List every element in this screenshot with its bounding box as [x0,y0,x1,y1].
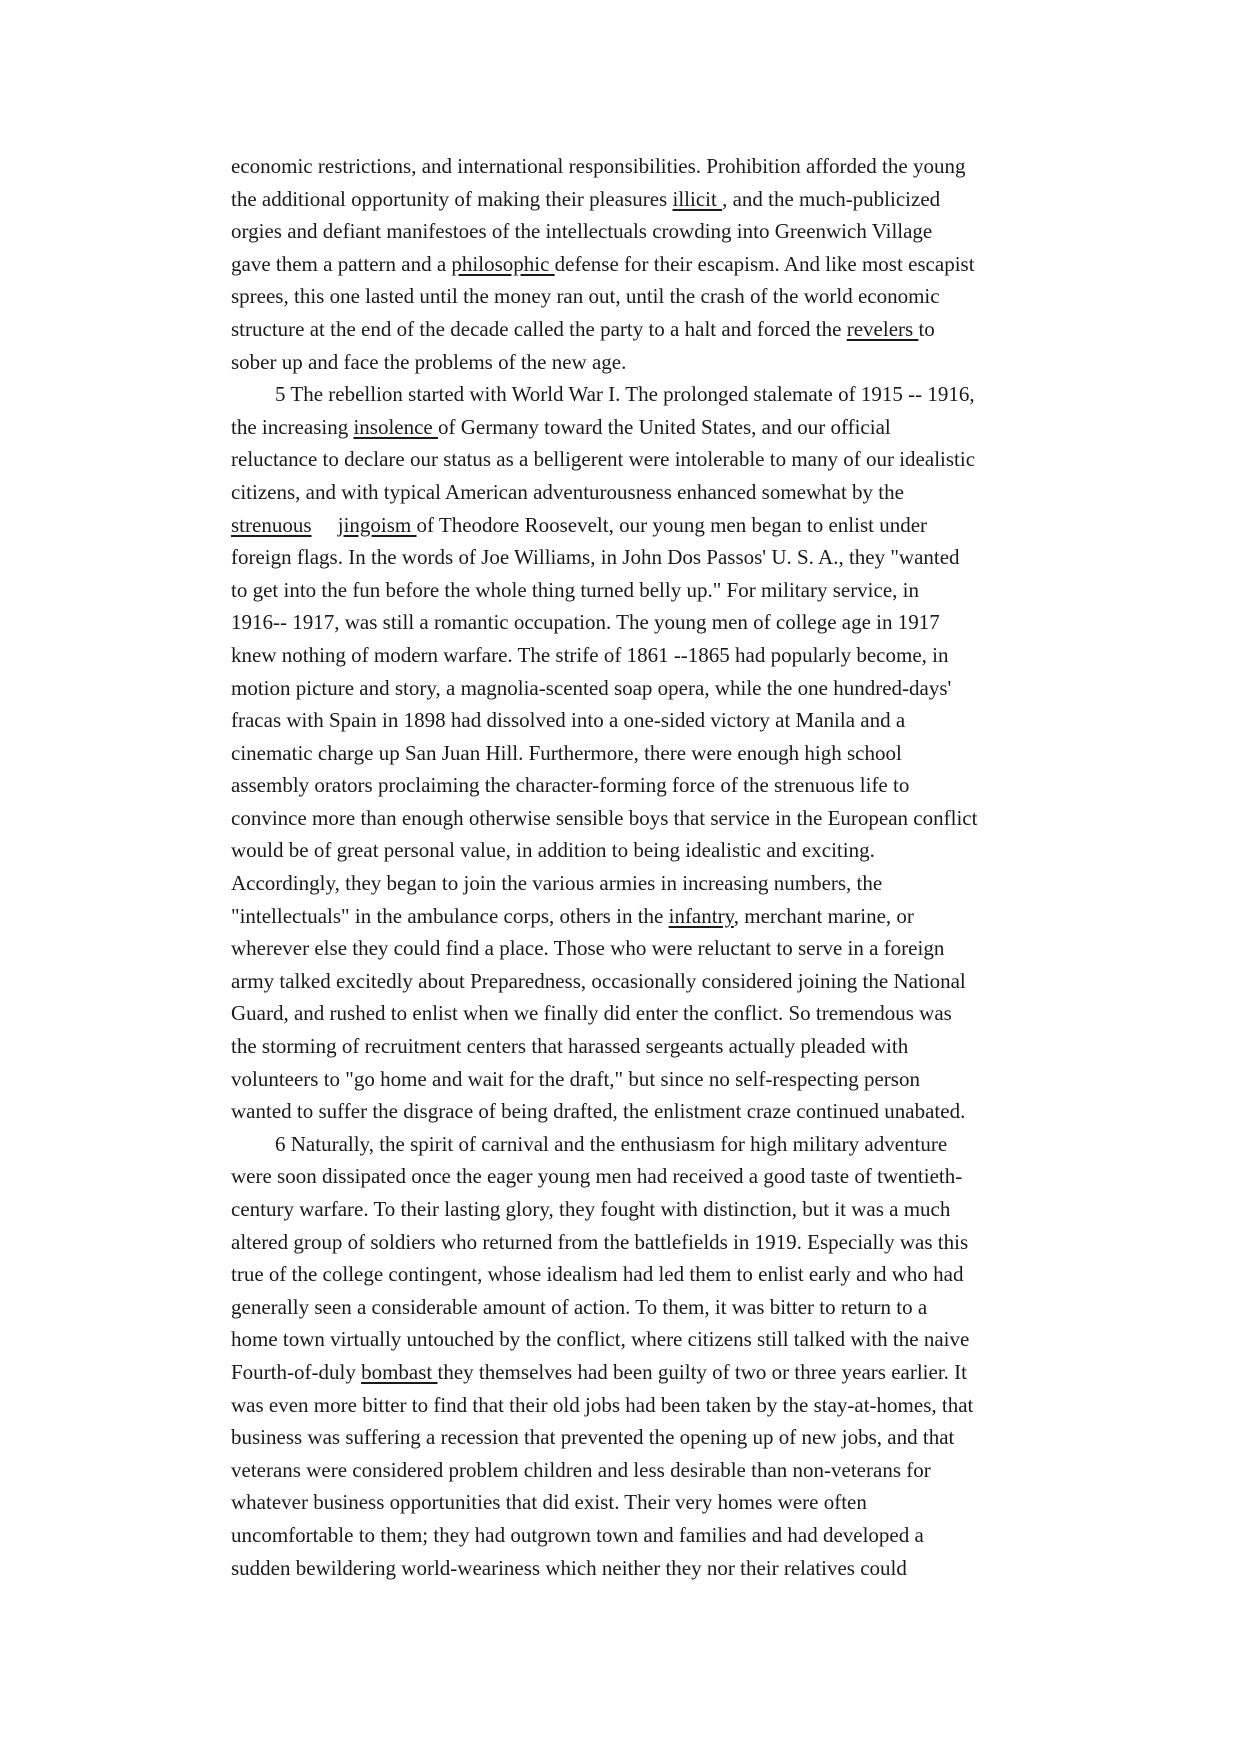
underlined-term: insolence [353,414,439,439]
text-segment: was even more bitter to find that their old jobs had been taken by the stay-at-homes, that [231,1392,974,1417]
text-segment: Guard, and rushed to enlist when we finally did enter the conflict. So tremendous was [231,1001,952,1026]
paragraph [231,150,1021,378]
text-line [231,965,1021,998]
text-segment: were soon dissipated once the eager young men had received a good taste of twentieth- [231,1164,963,1189]
text-line [231,574,1021,607]
text-line [231,443,1021,476]
text-segment: century warfare. To their lasting glory, they fought with distinction, but it was a much [231,1197,951,1221]
text-segment: knew nothing of modern warfare. The strife of 1861 --1865 had popularly become, in [231,642,949,667]
text-line [231,997,1021,1030]
text-segment: motion picture and story, a magnolia-scented soap opera, while the one hundred-days' [231,675,952,700]
text-line [231,476,1021,509]
text-segment: business was suffering a recession that prevented the opening up of new jobs, and that [231,1425,955,1450]
text-line [231,313,1021,346]
text-line [231,639,1021,672]
text-segment: The rebellion started with World War I. The prolonged stalemate of 1915 -- 1916, [285,382,975,407]
text-line [231,1095,1021,1128]
paragraph [231,378,1021,1128]
text-segment: , merchant marine, or [733,903,914,928]
text-segment: of Theodore Roosevelt, our young men began to enlist under [416,512,928,537]
text-line [231,183,1021,216]
text-line [231,509,1021,542]
text-line [231,1421,1021,1454]
text-line [231,672,1021,705]
text-segment: home town virtually untouched by the conflict, where citizens still talked with the naive [231,1327,970,1352]
text-segment: defense for their escapism. And like most escapist [554,251,975,276]
text-segment: "intellectuals" in the ambulance corps, others in the [231,903,669,928]
text-segment: to [918,316,935,341]
text-line [231,1356,1021,1389]
text-line [231,541,1021,574]
text-line [231,704,1021,737]
text-segment: sober up and face the problems of the new age. [231,349,627,374]
underlined-term: bombast [361,1359,438,1384]
text-line [231,1486,1021,1519]
text-line [231,932,1021,965]
text-segment: would be of great personal value, in addition to being idealistic and exciting. [231,838,875,863]
underlined-term: revelers [846,316,919,341]
text-segment: Naturally, the spirit of carnival and the enthusiasm for high military adventure [285,1131,948,1156]
text-segment: true of the college contingent, whose idealism had led them to enlist early and who had [231,1262,964,1287]
text-segment: cinematic charge up San Juan Hill. Furthermore, there were enough high school [231,740,902,765]
text-line [231,1063,1021,1096]
text-line [231,900,1021,933]
text-line [231,867,1021,900]
text-segment: of Germany toward the United States, and our official [438,414,891,439]
body-text [231,150,1021,1584]
text-segment: convince more than enough otherwise sensible boys that service in the European conflict [231,805,978,830]
text-segment [312,513,338,537]
text-segment: sudden bewildering world-weariness which neither they nor their relatives could [231,1555,907,1580]
text-segment: economic restrictions, and international responsibilities. Prohibition afforded the young [231,154,966,178]
text-segment: altered group of soldiers who returned from the battlefields in 1919. Especially was this [231,1229,969,1254]
text-line [231,1258,1021,1291]
text-segment: the additional opportunity of making their pleasures [231,186,673,211]
text-line [231,248,1021,281]
text-segment: wherever else they could find a place. Those who were reluctant to serve in a foreign [231,936,945,961]
text-segment: gave them a pattern and a [231,251,452,276]
text-line [231,1389,1021,1422]
text-segment: generally seen a considerable amount of action. To them, it was bitter to return to a [231,1294,928,1319]
underlined-term: illicit [672,186,723,211]
text-line [231,411,1021,444]
text-segment: fracas with Spain in 1898 had dissolved into a one-sided victory at Manila and a [231,708,906,733]
text-segment: foreign flags. In the words of Joe Williams, in John Dos Passos' U. S. A., they "wanted [231,545,960,570]
text-line [231,1030,1021,1063]
text-line [231,606,1021,639]
paragraph-number: 6 [275,1131,286,1156]
underlined-term: infantry [668,903,734,928]
text-segment: they themselves had been guilty of two or three years earlier. It [437,1359,967,1384]
text-segment: assembly orators proclaiming the character-forming force of the strenuous life to [231,773,910,798]
underlined-term: philosophic [451,251,555,276]
text-segment: uncomfortable to them; they had outgrown town and families and had developed a [231,1522,924,1547]
text-line [231,1160,1021,1193]
text-segment: army talked excitedly about Preparedness, occasionally considered joining the National [231,968,966,993]
text-line [231,737,1021,770]
text-segment: Fourth-of-duly [231,1359,362,1384]
text-line [231,1519,1021,1552]
text-segment: , and the much-publicized [722,186,941,211]
text-segment: orgies and defiant manifestoes of the intellectuals crowding into Greenwich Village [231,219,933,244]
paragraph-number: 5 [275,382,286,407]
text-segment: volunteers to "go home and wait for the draft," but since no self-respecting person [231,1066,920,1091]
text-line [231,280,1021,313]
text-segment: wanted to suffer the disgrace of being drafted, the enlistment craze continued unabated. [231,1099,966,1124]
text-line [231,1323,1021,1356]
text-segment: the storming of recruitment centers that harassed sergeants actually pleaded with [231,1034,909,1059]
paragraph [231,1128,1021,1584]
text-line [231,1128,1021,1161]
text-line [231,215,1021,248]
underlined-term: jingoism [337,512,417,537]
text-segment: the increasing [231,414,354,439]
text-segment: sprees, this one lasted until the money ran out, until the crash of the world economic [231,284,940,309]
text-line [231,802,1021,835]
text-line [231,346,1021,379]
text-segment: structure at the end of the decade called the party to a halt and forced the [231,316,847,341]
text-line [231,150,1021,183]
text-segment: veterans were considered problem children and less desirable than non-veterans for [231,1457,931,1482]
text-segment: reluctance to declare our status as a belligerent were intolerable to many of our idealistic [231,447,976,472]
underlined-term: strenuous [231,512,312,537]
text-segment: citizens, and with typical American adventurousness enhanced somewhat by the [231,479,904,504]
text-line [231,1193,1021,1226]
text-line [231,378,1021,411]
text-line [231,1291,1021,1324]
text-line [231,1552,1021,1585]
text-segment: 1916-- 1917, was still a romantic occupation. The young men of college age in 1917 [231,610,940,635]
text-segment: to get into the fun before the whole thing turned belly up." For military service, in [231,577,919,602]
text-segment: Accordingly, they began to join the various armies in increasing numbers, the [231,871,883,896]
text-segment: whatever business opportunities that did exist. Their very homes were often [231,1490,867,1515]
text-line [231,769,1021,802]
text-line [231,1226,1021,1259]
text-line [231,1454,1021,1487]
text-line [231,834,1021,867]
